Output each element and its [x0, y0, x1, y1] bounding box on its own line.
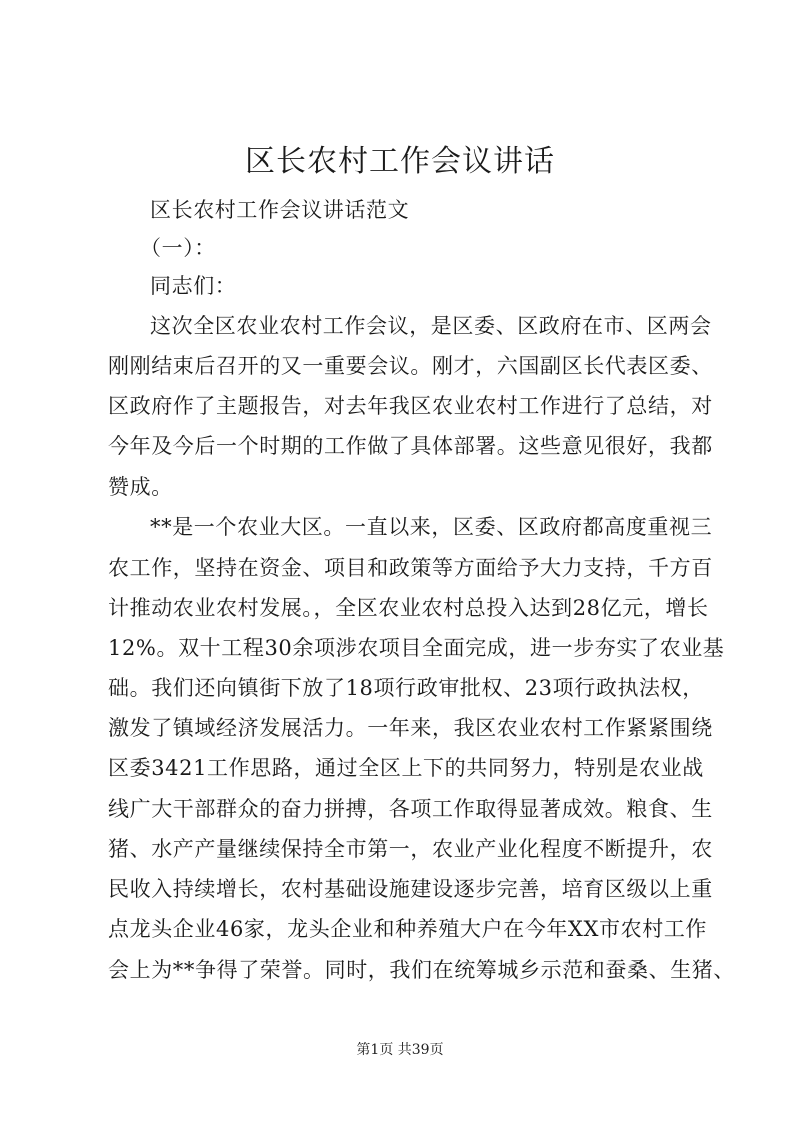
paragraph2-line: 区委3421工作思路，通过全区上下的共同努力，特别是农业战 [108, 756, 704, 780]
paragraph2-line: 会上为**争得了荣誉。同时，我们在统筹城乡示范和蚕桑、生猪、 [108, 958, 735, 982]
paragraph2-line: 础。我们还向镇街下放了18项行政审批权、23项行政执法权， [108, 676, 704, 700]
subtitle: 区长农村工作会议讲话范文 [150, 198, 410, 222]
greeting: 同志们： [150, 274, 237, 298]
paragraph2-line: 民收入持续增长，农村基础设施建设逐步完善，培育区级以上重 [108, 877, 713, 901]
paragraph2-line: 农工作，坚持在资金、项目和政策等方面给予大力支持，千方百 [108, 556, 713, 580]
paragraph2-line: **是一个农业大区。一直以来，区委、区政府都高度重视三 [150, 515, 713, 539]
paragraph1-line: 赞成。 [108, 475, 173, 499]
paragraph2-line: 激发了镇域经济发展活力。一年来，我区农业农村工作紧紧围绕 [108, 716, 713, 740]
paragraph1-line: 刚刚结束后召开的又一重要会议。刚才，六国副区长代表区委、 [108, 354, 713, 378]
paragraph2-line: 点龙头企业46家，龙头企业和种养殖大户在今年XX市农村工作 [108, 917, 708, 941]
paragraph1-line: 今年及今后一个时期的工作做了具体部署。这些意见很好，我都 [108, 434, 713, 458]
paragraph2-line: 12%。双十工程30余项涉农项目全面完成，进一步夯实了农业基 [108, 636, 725, 660]
paragraph2-line: 线广大干部群众的奋力拼搏，各项工作取得显著成效。粮食、生 [108, 797, 713, 821]
page-number-footer: 第1页 共39页 [356, 1042, 444, 1058]
section-mark: （一）： [140, 236, 216, 260]
paragraph1-line: 区政府作了主题报告，对去年我区农业农村工作进行了总结，对 [108, 394, 713, 418]
page-title: 区长农村工作会议讲话 [245, 144, 555, 179]
paragraph2-line: 猪、水产产量继续保持全市第一，农业产业化程度不断提升，农 [108, 837, 713, 861]
paragraph1-line: 这次全区农业农村工作会议，是区委、区政府在市、区两会 [150, 314, 712, 338]
paragraph2-line: 计推动农业农村发展。，全区农业农村总投入达到28亿元，增长 [108, 596, 709, 620]
